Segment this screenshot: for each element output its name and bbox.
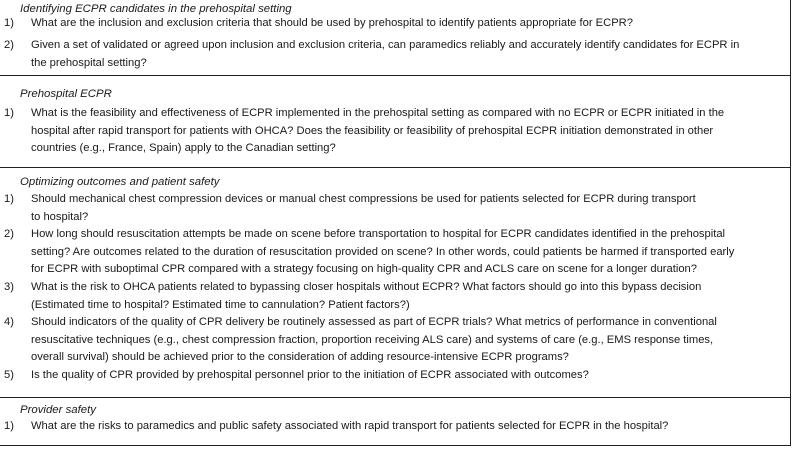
item-line: (Estimated time to hospital? Estimated time to cannulation? Patient factors?)	[31, 298, 410, 311]
item-line: countries (e.g., France, Spain) apply to the Canadian setting?	[31, 142, 336, 154]
item-number: 1)	[4, 17, 14, 29]
item-line: What is the feasibility and effectiveness of ECPR implemented in the prehospital setting as compared with no ECPR or ECPR initiated in the	[31, 107, 725, 119]
item-line: overall survival) should be achieved prior to the consideration of adding resource-intensive ECPR programs?	[31, 351, 569, 363]
item-line: setting? Are outcomes related to the duration of resuscitation provided on scene? In other words, could patients be harmed if transported early	[31, 245, 735, 258]
item-number: 1)	[4, 107, 14, 119]
item-line: the prehospital setting?	[31, 56, 147, 69]
section-title: Optimizing outcomes and patient safety	[20, 176, 220, 188]
item-line: Given a set of validated or agreed upon inclusion and exclusion criteria, can paramedics reliably and accurately identify candidates for ECPR in	[31, 39, 740, 51]
item-number: 5)	[4, 369, 14, 381]
item-number: 4)	[4, 316, 14, 328]
item-line: Is the quality of CPR provided by prehospital personnel prior to the initiation of ECPR associated with outcomes?	[31, 369, 589, 381]
item-line: What is the risk to OHCA patients related to bypassing closer hospitals without ECPR? What factors should go into this bypass decision	[31, 281, 702, 293]
item-line: hospital after rapid transport for patients with OHCA? Does the feasibility or feasibility of prehospital ECPR initiation demonstrated in other	[31, 124, 714, 137]
item-text	[31, 15, 769, 33]
item-number: 1)	[4, 193, 14, 205]
section-prehospital-ecpr	[0, 76, 791, 168]
item-number: 1)	[4, 420, 14, 432]
item-text	[31, 105, 769, 158]
item-line: resuscitative techniques (e.g., chest compression fraction, proportion receiving ALS care) and systems of care (e.g., EMS response times,	[31, 333, 714, 346]
item-text	[31, 279, 769, 314]
item-text	[31, 226, 769, 279]
item-line: What are the inclusion and exclusion criteria that should be used by prehospital to identify patients appropriate for ECPR?	[31, 17, 633, 29]
item-line: for ECPR with suboptimal CPR compared with a strategy focusing on high-quality CPR and ACLS care on scene for a longer duration?	[31, 263, 697, 275]
section-title: Provider safety	[20, 404, 96, 416]
item-text	[31, 418, 769, 436]
section-provider-safety	[0, 398, 791, 446]
item-text	[31, 191, 769, 226]
item-number: 3)	[4, 281, 14, 293]
item-number: 2)	[4, 228, 14, 240]
item-line: to hospital?	[31, 210, 89, 223]
item-text	[31, 37, 769, 72]
item-text	[31, 367, 769, 385]
section-title: Prehospital ECPR	[20, 88, 112, 100]
item-line: How long should resuscitation attempts be made on scene before transportation to hospital for ECPR candidates identified in the prehospital	[31, 228, 726, 240]
item-line: What are the risks to paramedics and public safety associated with rapid transport for patients selected for ECPR in the hospital?	[31, 420, 669, 432]
item-line: Should mechanical chest compression devices or manual chest compressions be used for patients selected for ECPR during transport	[31, 193, 696, 205]
section-optimizing-outcomes	[0, 168, 791, 398]
section-title: Identifying ECPR candidates in the prehospital setting	[20, 3, 292, 15]
section-identifying-candidates	[0, 0, 791, 76]
item-text	[31, 314, 769, 367]
item-number: 2)	[4, 39, 14, 51]
item-line: Should indicators of the quality of CPR delivery be routinely assessed as part of ECPR trials? What metrics of performance in conventional	[31, 316, 717, 328]
